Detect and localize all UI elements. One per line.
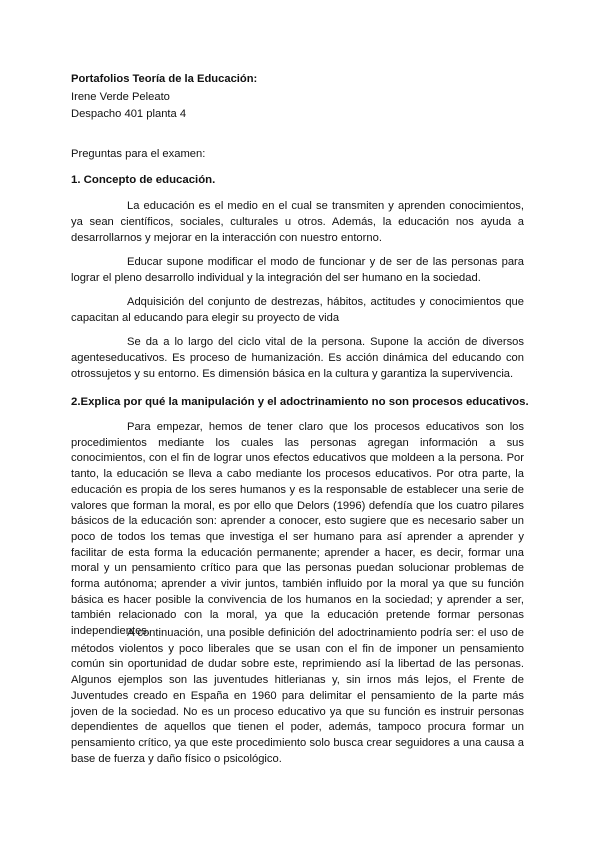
section2-heading: 2.Explica por qué la manipulación y el adoctrinamiento no son procesos educativos. — [71, 396, 529, 408]
document-header — [71, 71, 257, 124]
section1-heading: 1. Concepto de educación. — [71, 174, 216, 186]
section1-paragraph: Educar supone modificar el modo de funcionar y de ser de las personas para lograr el pleno desarrollo individual y la integración del ser humano en la sociedad. — [71, 256, 524, 284]
exam-questions-label: Preguntas para el examen: — [71, 148, 206, 160]
section1-paragraph: La educación es el medio en el cual se transmiten y aprenden conocimientos, ya sean científicos, sociales, culturales u otros. Además, la educación nos ayuda a desarrollarnos y mejorar en la interacción con nuestro entorno. — [71, 200, 524, 244]
office-location: Despacho 401 planta 4 — [71, 108, 187, 120]
author-name: Irene Verde Peleato — [71, 90, 170, 103]
section2-paragraph: Para empezar, hemos de tener claro que los procesos educativos son los procedimientos mediante los cuales las personas agregan información a sus conocimientos, con el fin de lograr unos efectos educativos que moldeen a la persona. Por tanto, la educación se lleva a cabo mediante los procesos educativos. Por otra parte, la educación es propia de los seres humanos y es la responsable de establecer una serie de valores que forman la moral, es por ello que Delors (1996) defendía que los cuatro pilares básicos de la educación son: aprender a conocer, esto sugiere que es necesario saber un poco de todos los temas que investiga el ser humano para así aprender a aprender y facilitar de esta forma la educación permanente; aprender a hacer, es decir, formar una moral y un pensamiento crítico para que las personas puedan solucionar problemas de forma autónoma; aprender a vivir juntos, también influido por la moral ya que su función básica es hacer posible la convivencia de los humanos en la sociedad; y aprender a ser, también relacionado con la moral, ya que la educación pretende formar personas independientes. — [71, 421, 524, 638]
section2-paragraph: A continuación, una posible definición del adoctrinamiento podría ser: el uso de métodos violentos y poco liberales que se usan con el fin de imponer un pensamiento común sin oportunidad de dudar sobre este, reprimiendo así la libertad de las personas. Algunos ejemplos son las juventudes hitlerianas y, sin irnos más lejos, el Frente de Juventudes creado en España en 1960 para delimitar el pensamiento de la parte más joven de la sociedad. No es un proceso educativo ya que su función es instruir personas dependientes de aquellos que tienen el poder, además, tampoco procura formar un pensamiento crítico, ya que este procedimiento solo busca crear seguidores a una causa a base de fuerza y daño físico o psicológico. — [71, 627, 524, 765]
document-title: Portafolios Teoría de la Educación: — [71, 73, 258, 85]
section1-paragraph: Adquisición del conjunto de destrezas, hábitos, actitudes y conocimientos que capacitan al educando para elegir su proyecto de vida — [71, 296, 524, 324]
section1-paragraph: Se da a lo largo del ciclo vital de la persona. Supone la acción de diversos agenteseducativos. Es proceso de humanización. Es acción dinámica del educando con otrossujetos y su entorno. Es dimensión básica en la cultura y garantiza la supervivencia. — [71, 336, 524, 380]
